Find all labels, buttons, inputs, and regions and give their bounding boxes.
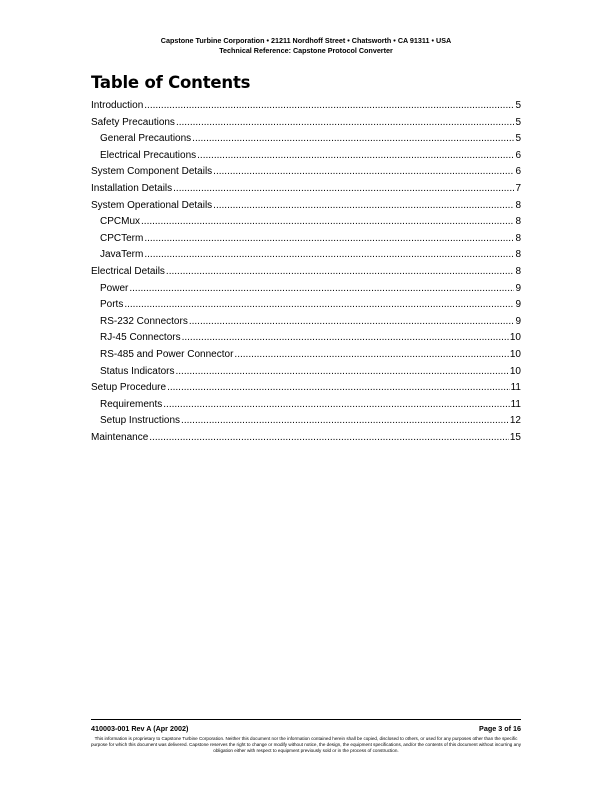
toc-entry[interactable] — [91, 415, 521, 432]
toc-dot-leader — [124, 299, 514, 310]
footer — [91, 724, 521, 733]
toc-dot-leader — [176, 117, 515, 128]
toc-entry-page: 10 — [509, 332, 521, 344]
toc-entry[interactable] — [91, 283, 521, 300]
toc-entry[interactable] — [91, 349, 521, 366]
toc-entry-label: RJ-45 Connectors — [100, 332, 181, 344]
toc-dot-leader — [141, 216, 514, 227]
page-title: Table of Contents — [91, 73, 251, 92]
toc-dot-leader — [213, 200, 514, 211]
toc-entry-page: 6 — [515, 149, 521, 161]
toc-entry-label: Electrical Precautions — [100, 149, 197, 161]
toc-entry[interactable] — [91, 316, 521, 333]
toc-entry-page: 5 — [515, 100, 521, 111]
toc-entry-page: 8 — [515, 232, 521, 244]
toc-entry-page: 6 — [515, 166, 521, 178]
toc-entry[interactable] — [91, 100, 521, 117]
toc-entry-page: 5 — [515, 133, 521, 145]
toc-dot-leader — [192, 133, 514, 144]
toc-entry-label: CPCMux — [100, 216, 141, 228]
toc-dot-leader — [175, 366, 508, 377]
toc-entry[interactable] — [91, 366, 521, 383]
toc-dot-leader — [197, 150, 514, 161]
toc-entry-page: 8 — [515, 216, 521, 228]
toc-entry-label: Power — [100, 282, 129, 294]
table-of-contents — [91, 100, 521, 448]
toc-entry-page: 10 — [509, 348, 521, 360]
toc-entry-label: System Component Details — [91, 166, 213, 178]
toc-entry[interactable] — [91, 249, 521, 266]
toc-entry-page: 5 — [515, 116, 521, 128]
toc-dot-leader — [144, 233, 514, 244]
toc-entry-label: Ports — [100, 299, 124, 311]
footer-doc-number: 410003-001 Rev A (Apr 2002) — [91, 724, 189, 733]
toc-entry-label: Introduction — [91, 100, 144, 111]
toc-entry[interactable] — [91, 216, 521, 233]
toc-entry-label: RS-232 Connectors — [100, 315, 188, 327]
footer-proprietary-notice: This information is proprietary to Capstone Turbine Corporation. Neither this document nor the information contained herein shall be copied, disclosed to others, or used for any purposes other than the specific purpose for which this document was delivered. Capstone reserves the right to change or modify without notice, the design, the equipment specifications, and/or the contents of this document without incurring any obligation either with respect to equipment previously sold or in the process of construction. — [91, 736, 522, 754]
toc-dot-leader — [149, 432, 509, 443]
toc-entry-page: 11 — [510, 382, 521, 394]
toc-entry-page: 15 — [509, 431, 521, 443]
toc-dot-leader — [167, 382, 510, 393]
toc-dot-leader — [144, 100, 514, 111]
toc-entry-label: Requirements — [100, 398, 163, 410]
toc-entry-label: Setup Procedure — [91, 382, 167, 394]
toc-dot-leader — [144, 249, 514, 260]
toc-entry[interactable] — [91, 117, 521, 134]
toc-entry-label: Setup Instructions — [100, 415, 181, 427]
toc-entry-label: Installation Details — [91, 182, 173, 194]
toc-entry[interactable] — [91, 133, 521, 150]
toc-dot-leader — [189, 316, 515, 327]
toc-entry-label: JavaTerm — [100, 249, 144, 261]
toc-entry-label: Status Indicators — [100, 365, 175, 377]
toc-dot-leader — [181, 415, 509, 426]
toc-dot-leader — [234, 349, 508, 360]
toc-entry-page: 12 — [509, 415, 521, 427]
toc-entry-label: Maintenance — [91, 431, 149, 443]
toc-entry-label: CPCTerm — [100, 232, 144, 244]
toc-entry[interactable] — [91, 299, 521, 316]
toc-entry-label: System Operational Details — [91, 199, 213, 211]
toc-entry-page: 8 — [515, 199, 521, 211]
toc-entry-label: General Precautions — [100, 133, 192, 145]
toc-entry-page: 8 — [515, 249, 521, 261]
toc-dot-leader — [173, 183, 514, 194]
toc-entry[interactable] — [91, 150, 521, 167]
toc-entry-page: 7 — [515, 182, 521, 194]
toc-entry[interactable] — [91, 382, 521, 399]
toc-entry[interactable] — [91, 233, 521, 250]
page-header — [0, 36, 612, 56]
toc-entry[interactable] — [91, 266, 521, 283]
toc-entry-page: 8 — [515, 265, 521, 277]
toc-entry[interactable] — [91, 399, 521, 416]
toc-entry-label: Safety Precautions — [91, 116, 175, 128]
toc-dot-leader — [163, 399, 509, 410]
header-company-line: Capstone Turbine Corporation • 21211 Nordhoff Street • Chatsworth • CA 91311 • USA — [160, 36, 452, 45]
toc-dot-leader — [166, 266, 515, 277]
footer-page-number: Page 3 of 16 — [479, 724, 521, 733]
toc-entry-page: 9 — [515, 315, 521, 327]
toc-entry-page: 9 — [515, 299, 521, 311]
toc-entry-page: 9 — [515, 282, 521, 294]
toc-entry[interactable] — [91, 332, 521, 349]
toc-entry-label: Electrical Details — [91, 265, 165, 277]
header-document-line: Technical Reference: Capstone Protocol Converter — [219, 46, 393, 55]
toc-entry[interactable] — [91, 432, 521, 449]
toc-dot-leader — [129, 283, 514, 294]
toc-entry[interactable] — [91, 200, 521, 217]
footer-divider — [91, 719, 521, 720]
toc-entry-label: RS-485 and Power Connector — [100, 348, 234, 360]
toc-entry[interactable] — [91, 166, 521, 183]
toc-entry-page: 11 — [510, 398, 521, 410]
toc-dot-leader — [213, 166, 514, 177]
toc-entry-page: 10 — [509, 365, 521, 377]
toc-dot-leader — [182, 332, 509, 343]
toc-entry[interactable] — [91, 183, 521, 200]
